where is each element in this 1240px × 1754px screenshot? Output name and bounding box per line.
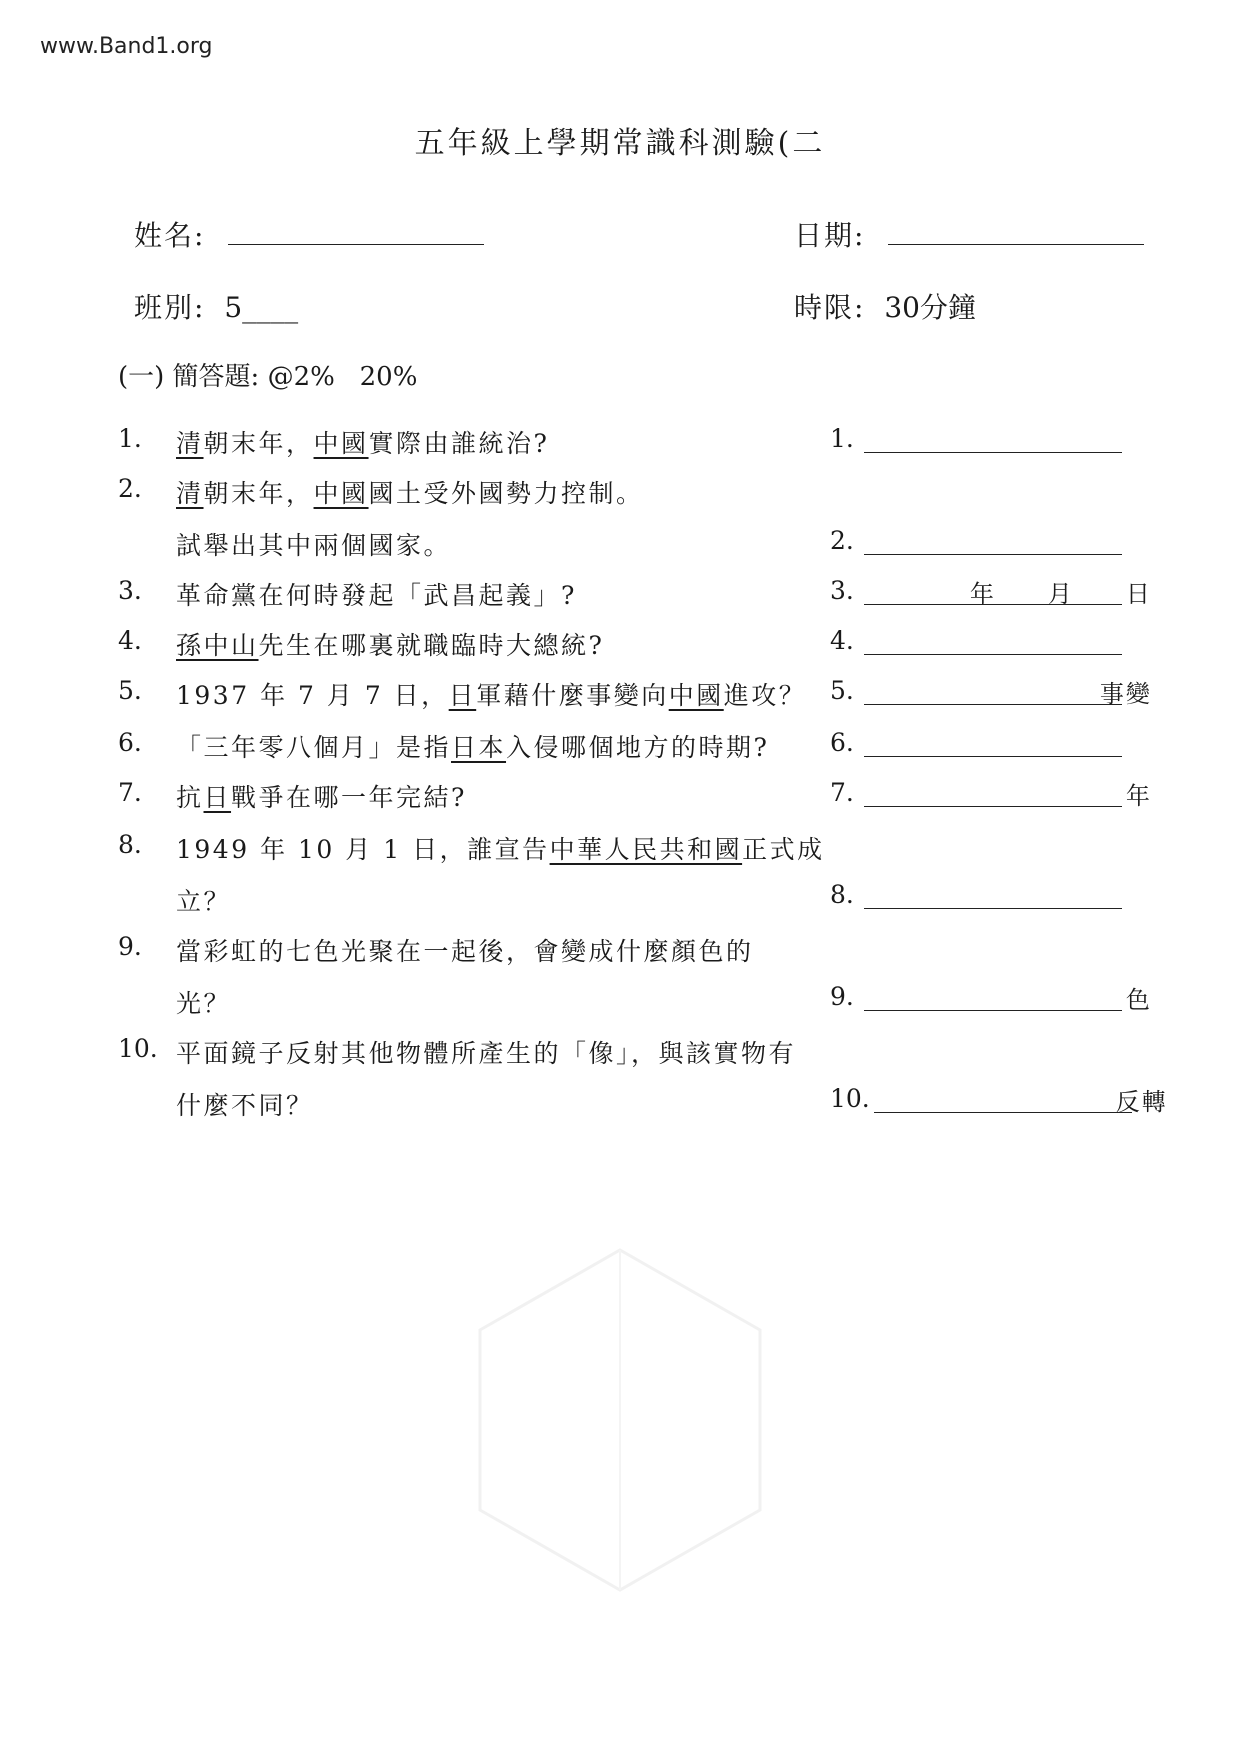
answer-line[interactable]	[864, 880, 1122, 909]
question-number: 7.	[118, 778, 142, 807]
answer-blank[interactable]	[830, 982, 1152, 1014]
question-text-continuation: 什麼不同？	[176, 1091, 314, 1120]
question-text-segment: 戰爭在哪一年完結?	[231, 783, 467, 812]
question-text	[176, 778, 467, 814]
question-number: 9.	[118, 932, 142, 961]
question-text-segment: 革命黨在何時發起「武昌起義」?	[176, 581, 577, 610]
answer-unit: 反轉	[1115, 1088, 1168, 1116]
answer-unit: 年 月 日	[969, 580, 1152, 608]
watermark-graphic	[470, 1240, 770, 1600]
underlined-proper-noun: 中華人民共和國	[549, 835, 743, 864]
underlined-proper-noun: 日	[203, 783, 232, 812]
answer-number: 5.	[830, 676, 854, 705]
question-text	[176, 1034, 796, 1070]
question-text-segment: 軍藉什麼事變向	[476, 681, 669, 710]
answer-line[interactable]	[874, 1084, 1132, 1113]
question-number: 6.	[118, 728, 142, 757]
answer-number: 8.	[830, 880, 854, 909]
answer-blank[interactable]	[830, 526, 854, 555]
answer-number: 3.	[830, 576, 854, 605]
question-text-segment: 先生在哪裏就職臨時大總統?	[258, 631, 605, 660]
answer-unit: 年	[1125, 782, 1152, 810]
question-text-segment: 實際由誰統治?	[368, 429, 550, 458]
question-text-segment: 正式成	[742, 835, 825, 864]
question-text-continuation: 試舉出其中兩個國家。	[176, 531, 452, 560]
question-text	[176, 626, 604, 662]
answer-blank[interactable]	[830, 626, 854, 655]
answer-line[interactable]	[864, 626, 1122, 655]
answer-line[interactable]	[864, 728, 1122, 757]
answer-number: 1.	[830, 424, 854, 453]
answer-line[interactable]	[864, 424, 1122, 453]
answer-line[interactable]	[864, 982, 1122, 1011]
website-url: www.Band1.org	[40, 34, 213, 59]
answer-blank[interactable]	[830, 880, 854, 909]
answer-unit: 色	[1125, 986, 1152, 1014]
underlined-proper-noun: 中國	[668, 681, 724, 710]
question-number: 5.	[118, 676, 142, 705]
answer-number: 10.	[830, 1084, 870, 1113]
answer-number: 7.	[830, 778, 854, 807]
answer-blank[interactable]	[830, 424, 854, 453]
class-value: 5____	[224, 291, 299, 324]
question-number: 4.	[118, 626, 142, 655]
question-text-segment: 平面鏡子反射其他物體所產生的「像」，與該實物有	[176, 1039, 797, 1068]
question-number: 3.	[118, 576, 142, 605]
answer-blank[interactable]	[830, 676, 1152, 708]
underlined-proper-noun: 日本	[451, 733, 507, 762]
underlined-proper-noun: 清	[176, 429, 204, 458]
question-text-segment: 抗	[176, 783, 204, 812]
question-text-segment: 1937 年 7 月 7 日，	[176, 681, 449, 710]
question-text-segment: 當彩虹的七色光聚在一起後，會變成什麼顏色的	[176, 937, 754, 966]
question-text-segment: 1949 年 10 月 1 日，誰宣告	[176, 835, 550, 864]
question-text-segment: 國土受外國勢力控制。	[368, 479, 644, 508]
underlined-proper-noun: 清	[176, 479, 204, 508]
time-label: 時限:	[794, 291, 866, 324]
answer-number: 6.	[830, 728, 854, 757]
question-number: 8.	[118, 830, 142, 859]
question-text-segment: 朝末年，	[203, 429, 314, 458]
answer-blank[interactable]	[830, 576, 1152, 608]
question-text-continuation: 立？	[176, 887, 232, 916]
class-field	[134, 286, 298, 326]
underlined-proper-noun: 中國	[313, 479, 369, 508]
question-text	[176, 424, 549, 460]
question-number: 1.	[118, 424, 142, 453]
name-label: 姓名:	[134, 219, 206, 252]
question-number: 2.	[118, 474, 142, 503]
answer-number: 2.	[830, 526, 854, 555]
question-text	[176, 676, 806, 712]
question-text-segment: 入侵哪個地方的時期?	[506, 733, 770, 762]
question-number: 10.	[118, 1034, 158, 1063]
question-text	[176, 576, 577, 612]
question-text	[176, 932, 754, 968]
question-text	[176, 830, 825, 866]
time-field	[794, 286, 976, 326]
section-heading: (一) 簡答題: @2% 20%	[118, 362, 418, 392]
name-field	[134, 214, 484, 254]
question-text-segment: 「三年零八個月」是指	[176, 733, 452, 762]
answer-number: 9.	[830, 982, 854, 1011]
answer-blank[interactable]	[830, 778, 1152, 810]
underlined-proper-noun: 日	[448, 681, 477, 710]
question-text-segment: 進攻？	[723, 681, 807, 710]
answer-line[interactable]	[864, 778, 1122, 807]
underlined-proper-noun: 孫中山	[176, 631, 259, 660]
answer-number: 4.	[830, 626, 854, 655]
answer-line[interactable]	[864, 526, 1122, 555]
class-label: 班別:	[134, 291, 206, 324]
date-label: 日期:	[794, 219, 866, 252]
page-title: 五年級上學期常識科測驗(二	[414, 126, 826, 161]
name-blank	[228, 218, 484, 245]
answer-blank[interactable]	[830, 1084, 1168, 1116]
answer-line[interactable]	[864, 676, 1122, 705]
question-text	[176, 728, 769, 764]
answer-unit: 事變	[1099, 680, 1152, 708]
answer-blank[interactable]	[830, 728, 854, 757]
underlined-proper-noun: 中國	[313, 429, 369, 458]
question-text	[176, 474, 644, 510]
time-value: 30分鐘	[884, 291, 976, 324]
date-field	[794, 214, 1144, 254]
date-blank	[888, 218, 1144, 245]
question-text-continuation: 光？	[176, 989, 232, 1018]
question-text-segment: 朝末年，	[203, 479, 314, 508]
